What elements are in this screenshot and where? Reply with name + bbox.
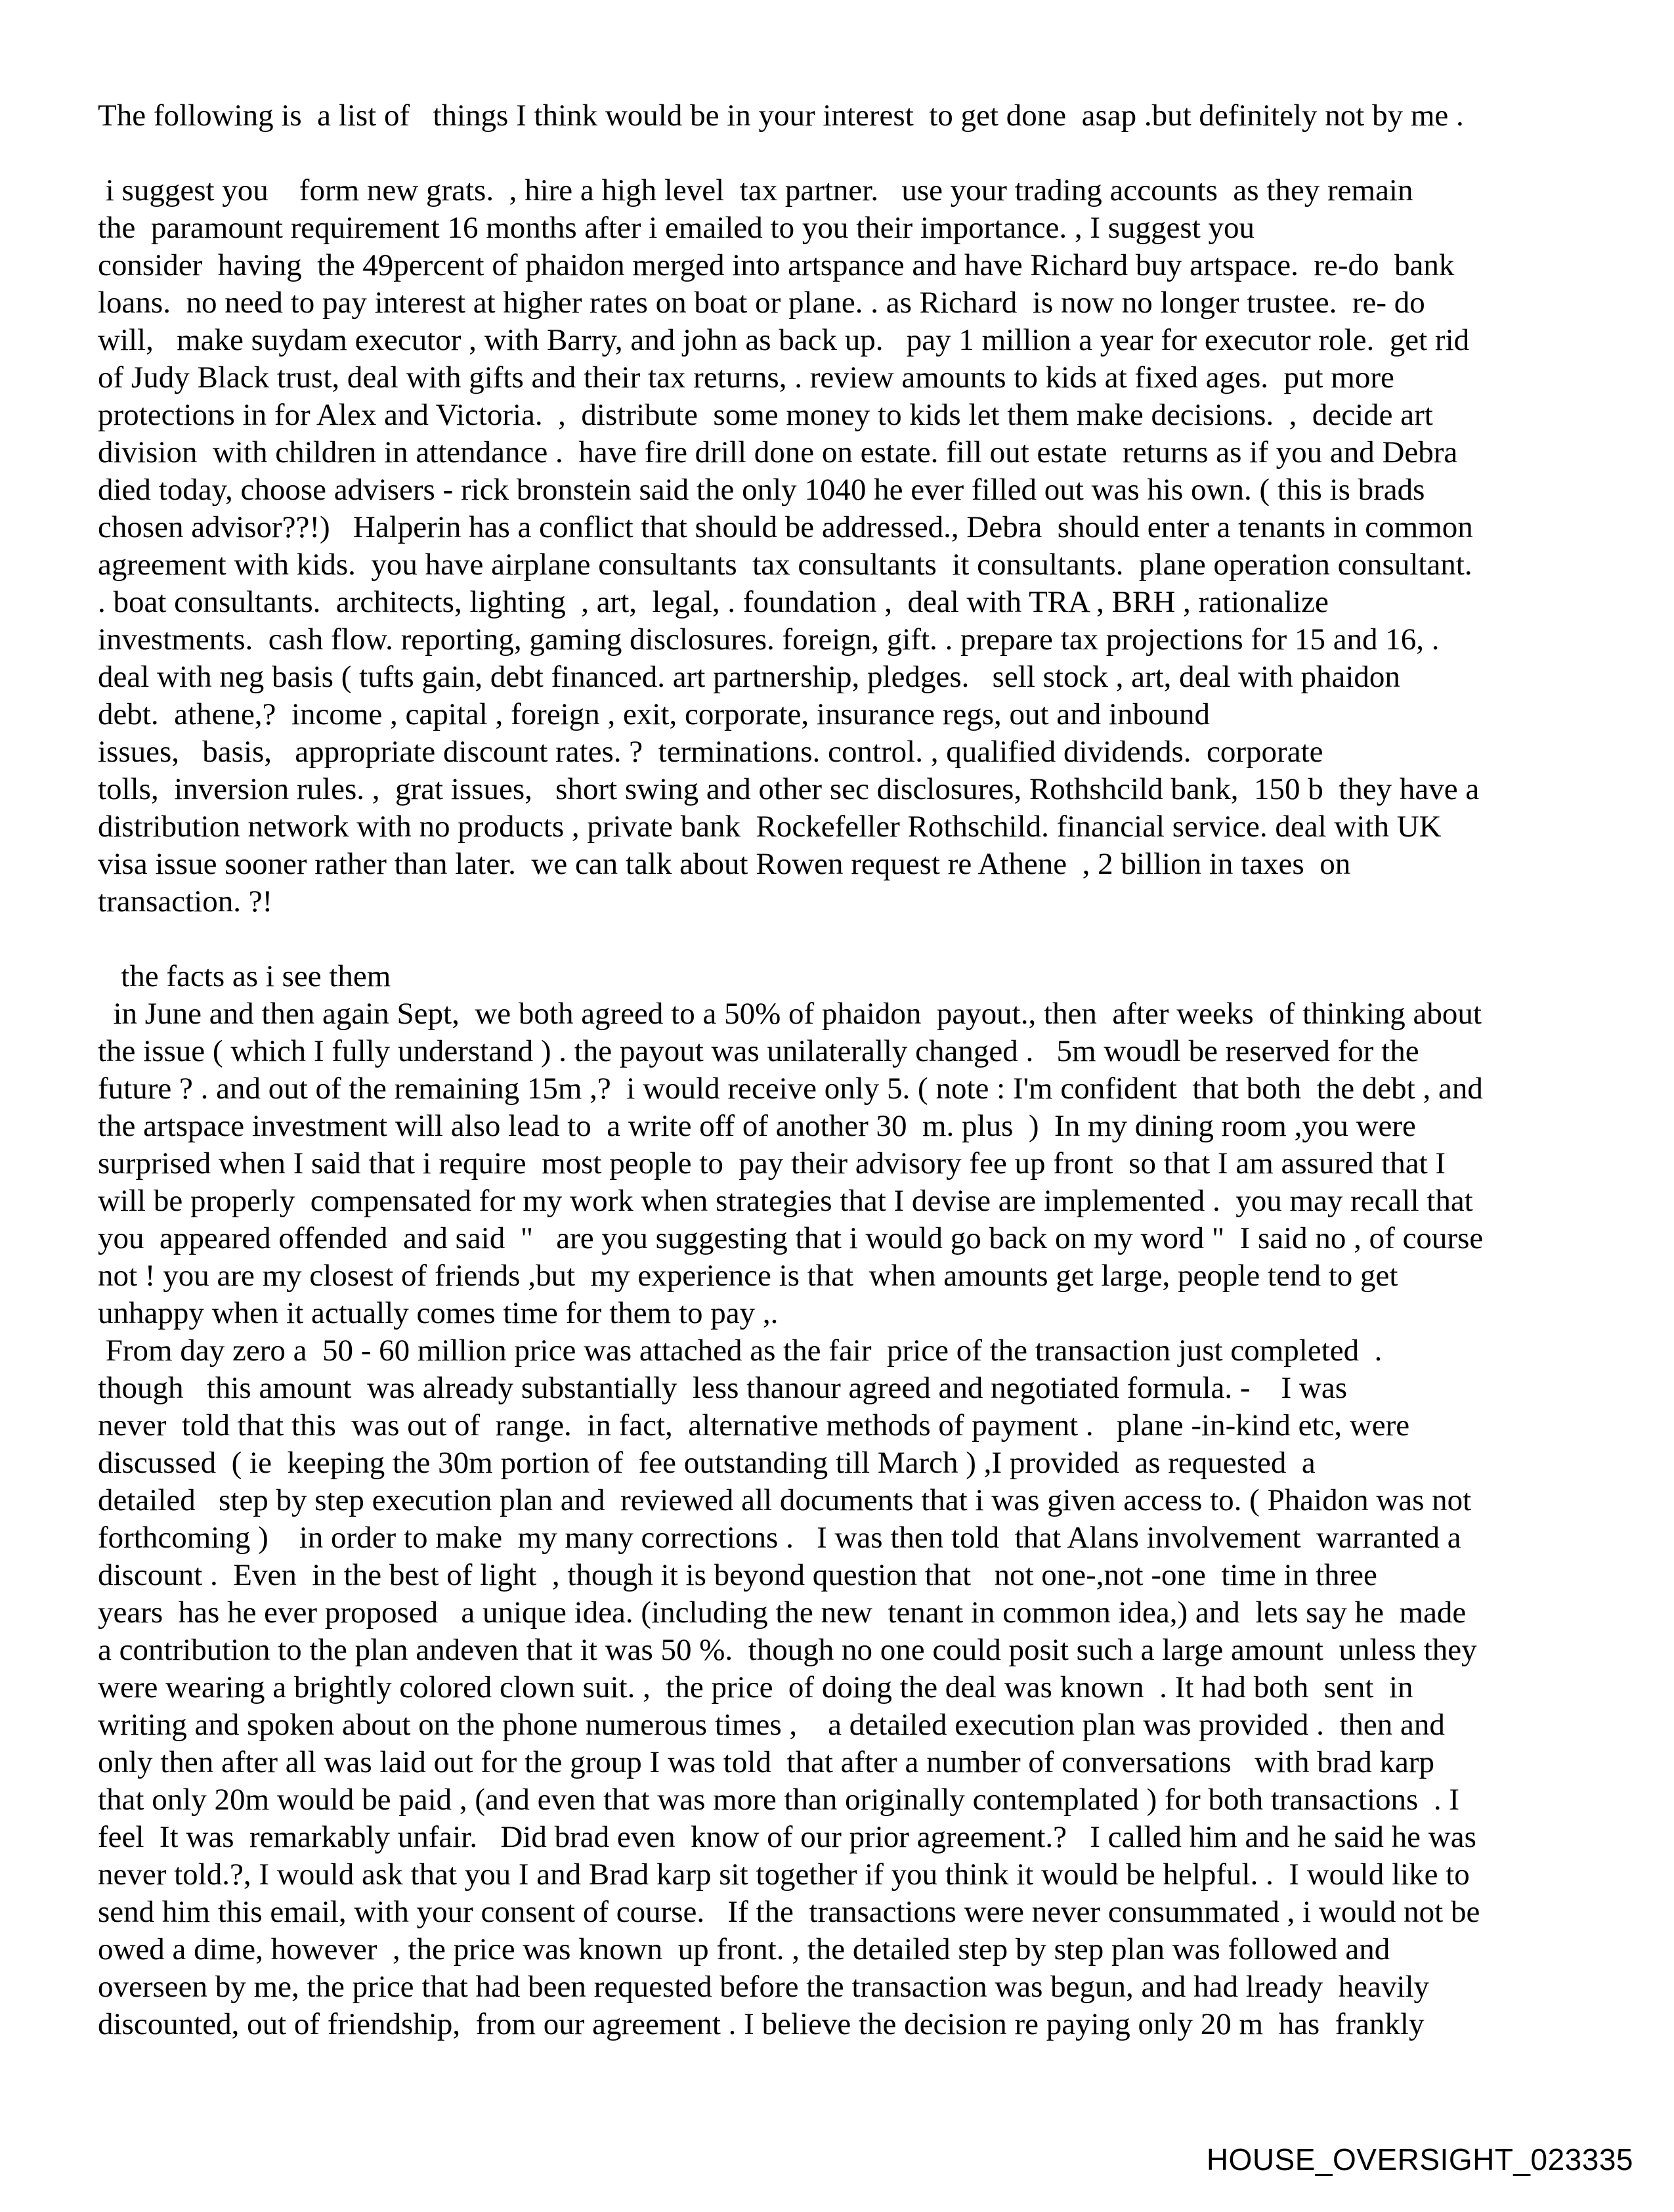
text-line: will be properly compensated for my work when strategies that I devise are implemented . you may recall that: [98, 1184, 1473, 1218]
text-line: that only 20m would be paid , (and even that was more than originally contemplated ) for both transactions . I: [98, 1783, 1459, 1817]
text-line: owed a dime, however , the price was known up front. , the detailed step by step plan was followed and: [98, 1932, 1390, 1966]
text-line: transaction. ?!: [98, 884, 273, 919]
text-line: protections in for Alex and Victoria. , distribute some money to kids let them make decisions. , decide art: [98, 398, 1433, 432]
text-line: though this amount was already substantially less thanour agreed and negotiated formula. - I was: [98, 1371, 1348, 1405]
text-line: of Judy Black trust, deal with gifts and their tax returns, . review amounts to kids at fixed ages. put more: [98, 360, 1394, 395]
text-line: debt. athene,? income , capital , foreign , exit, corporate, insurance regs, out and inbound: [98, 697, 1211, 731]
text-line: feel It was remarkably unfair. Did brad even know of our prior agreement.? I called him and he said he was: [98, 1820, 1476, 1854]
text-line: overseen by me, the price that had been requested before the transaction was begun, and had lready heavily: [98, 1970, 1430, 2004]
text-line: tolls, inversion rules. , grat issues, short swing and other sec disclosures, Rothshcild bank, 150 b they have a: [98, 772, 1480, 806]
text-line: distribution network with no products , private bank Rockefeller Rothschild. financial service. deal with UK: [98, 810, 1442, 844]
text-line: discounted, out of friendship, from our agreement . I believe the decision re paying only 20 m has frankly: [98, 2007, 1425, 2041]
text-line: visa issue sooner rather than later. we can talk about Rowen request re Athene , 2 billion in taxes on: [98, 847, 1351, 881]
text-line: agreement with kids. you have airplane consultants tax consultants it consultants. plane operation consultant.: [98, 548, 1472, 582]
text-line: never told.?, I would ask that you I and Brad karp sit together if you think it would be helpful. . I would like to: [98, 1857, 1470, 1892]
text-line: loans. no need to pay interest at higher rates on boat or plane. . as Richard is now no longer trustee. re- do: [98, 286, 1425, 320]
text-line: the facts as i see them: [98, 959, 391, 993]
text-line: a contribution to the plan andeven that it was 50 %. though no one could posit such a large amount unless they: [98, 1633, 1477, 1667]
text-line: the issue ( which I fully understand ) . the payout was unilaterally changed . 5m woudl be reserved for the: [98, 1034, 1419, 1068]
text-line: will, make suydam executor , with Barry, and john as back up. pay 1 million a year for executor role. get rid: [98, 323, 1470, 357]
text-line: detailed step by step execution plan and reviewed all documents that i was given access to. ( Phaidon was not: [98, 1483, 1472, 1517]
text-line: the artspace investment will also lead to a write off of another 30 m. plus ) In my dining room ,you were: [98, 1109, 1416, 1143]
text-line: you appeared offended and said " are you suggesting that i would go back on my word " I said no , of course: [98, 1221, 1484, 1255]
text-line: years has he ever proposed a unique idea. (including the new tenant in common idea,) and lets say he made: [98, 1595, 1467, 1630]
text-line: discount . Even in the best of light , though it is beyond question that not one-,not -one time in three: [98, 1558, 1377, 1592]
text-line: investments. cash flow. reporting, gaming disclosures. foreign, gift. . prepare tax projections for 15 and 16, .: [98, 622, 1440, 657]
text-line: in June and then again Sept, we both agreed to a 50% of phaidon payout., then after weeks of thinking about: [98, 997, 1482, 1031]
text-line: forthcoming ) in order to make my many corrections . I was then told that Alans involvement warranted a: [98, 1521, 1461, 1555]
text-line: discussed ( ie keeping the 30m portion of fee outstanding till March ) ,I provided as requested a: [98, 1446, 1316, 1480]
text-line: not ! you are my closest of friends ,but my experience is that when amounts get large, people tend to get: [98, 1259, 1398, 1293]
text-line: deal with neg basis ( tufts gain, debt financed. art partnership, pledges. sell stock , art, deal with phaidon: [98, 660, 1400, 694]
text-line: The following is a list of things I think would be in your interest to get done asap .but definitely not by me .: [98, 98, 1464, 133]
text-line: consider having the 49percent of phaidon merged into artspance and have Richard buy artspace. re-do bank: [98, 248, 1455, 282]
text-line: unhappy when it actually comes time for them to pay ,.: [98, 1296, 779, 1330]
text-line: division with children in attendance . have fire drill done on estate. fill out estate returns as if you and Debra: [98, 435, 1458, 469]
text-line: chosen advisor??!) Halperin has a conflict that should be addressed., Debra should enter a tenants in common: [98, 510, 1473, 544]
text-line: surprised when I said that i require most people to pay their advisory fee up front so that I am assured that I: [98, 1146, 1446, 1181]
text-line: were wearing a brightly colored clown suit. , the price of doing the deal was known . It had both sent in: [98, 1670, 1413, 1704]
text-line: i suggest you form new grats. , hire a high level tax partner. use your trading accounts as they remain: [98, 173, 1413, 207]
text-line: writing and spoken about on the phone numerous times , a detailed execution plan was provided . then and: [98, 1708, 1445, 1742]
text-line: . boat consultants. architects, lighting , art, legal, . foundation , deal with TRA , BRH , rationalize: [98, 585, 1329, 619]
text-line: never told that this was out of range. in fact, alternative methods of payment . plane -in-kind etc, were: [98, 1408, 1410, 1442]
text-line: send him this email, with your consent of course. If the transactions were never consummated , i would not be: [98, 1895, 1480, 1929]
text-line: issues, basis, appropriate discount rates. ? terminations. control. , qualified dividends. corporate: [98, 735, 1323, 769]
text-line: the paramount requirement 16 months after i emailed to you their importance. , I suggest you: [98, 211, 1255, 245]
text-line: only then after all was laid out for the group I was told that after a number of conversations with brad karp: [98, 1745, 1435, 1779]
text-line: died today, choose advisers - rick bronstein said the only 1040 he ever filled out was his own. ( this is brads: [98, 473, 1425, 507]
bates-stamp: HOUSE_OVERSIGHT_023335: [1206, 2142, 1633, 2177]
text-line: future ? . and out of the remaining 15m ,? i would receive only 5. ( note : I'm confident that both the debt , and: [98, 1072, 1483, 1106]
text-line: From day zero a 50 - 60 million price was attached as the fair price of the transaction just completed .: [98, 1334, 1383, 1368]
